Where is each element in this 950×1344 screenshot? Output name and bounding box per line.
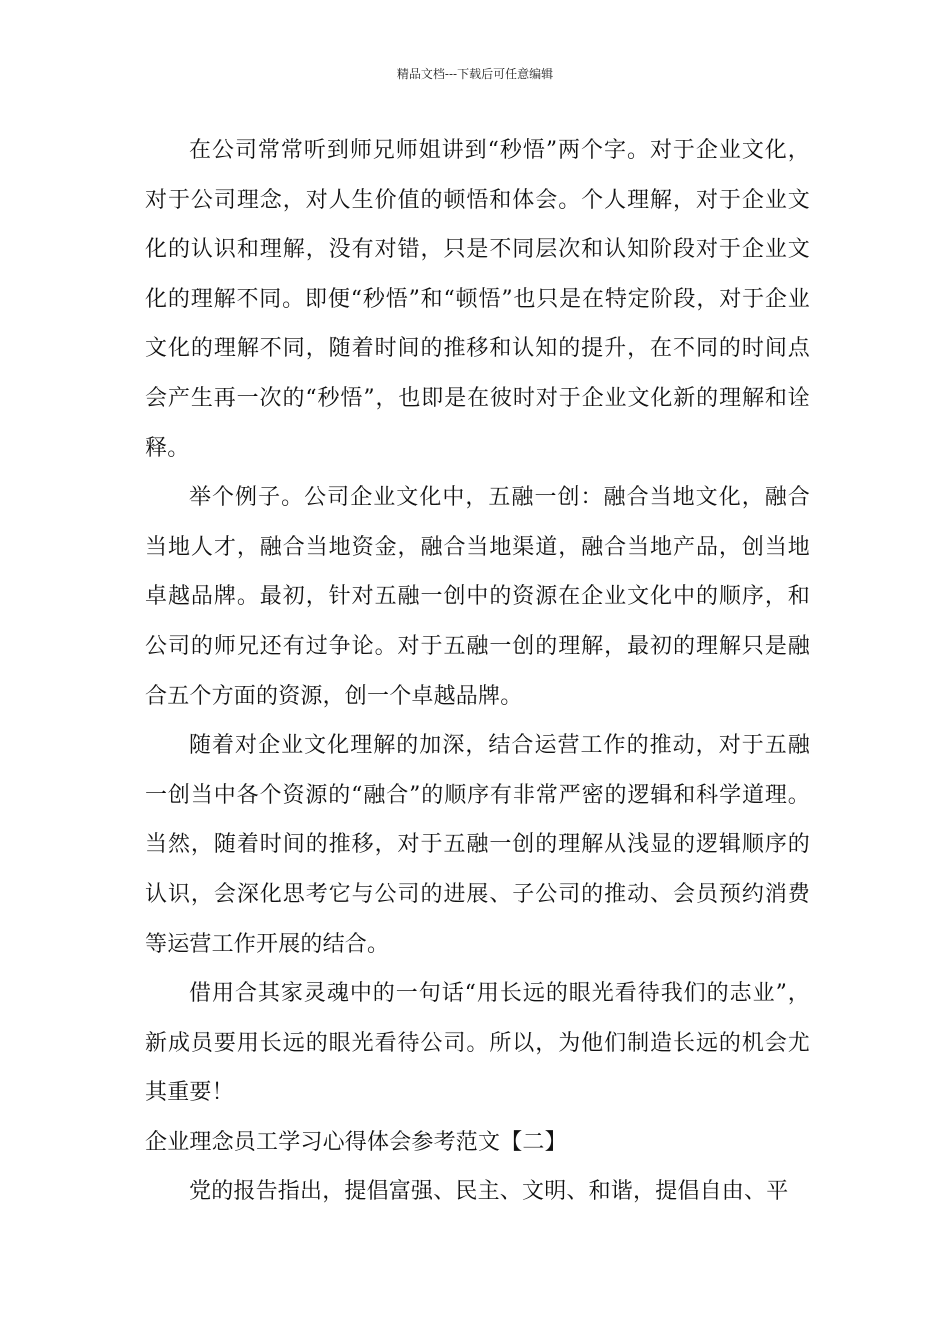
page-header: 精品文档---下载后可任意编辑: [396, 67, 554, 81]
paragraph-1: 在公司常常听到师兄师姐讲到“秒悟”两个字。对于企业文化，对于公司理念，对人生价值的顿悟和体会。个人理解，对于企业文化的认识和理解，没有对错，只是不同层次和认知阶段对于企业文化的理解不同。即便“秒悟”和“顿悟”也只是在特定阶段，对于企业文化的理解不同，随着时间的推移和认知的提升，在不同的时间点会产生再一次的“秒悟”，也即是在彼时对于企业文化新的理解和诠释。: [145, 138, 810, 461]
paragraph-5: 党的报告指出，提倡富强、民主、文明、和谐，提倡自由、平: [189, 1179, 789, 1205]
paragraph-3: 随着对企业文化理解的加深，结合运营工作的推动，对于五融一创当中各个资源的“融合”的顺序有非常严密的逻辑和科学道理。当然，随着时间的推移，对于五融一创的理解从浅显的逻辑顺序的认识，会深化思考它与公司的进展、子公司的推动、会员预约消费等运营工作开展的结合。: [145, 733, 810, 957]
document-body: [145, 126, 810, 1217]
paragraph-2: 举个例子。公司企业文化中，五融一创：融合当地文化，融合当地人才，融合当地资金，融合当地渠道，融合当地产品，创当地卓越品牌。最初，针对五融一创中的资源在企业文化中的顺序，和公司的师兄还有过争论。对于五融一创的理解，最初的理解只是融合五个方面的资源，创一个卓越品牌。: [145, 485, 810, 709]
paragraph-4: 借用合其家灵魂中的一句话“用长远的眼光看待我们的志业”，新成员要用长远的眼光看待公司。所以，为他们制造长远的机会尤其重要！: [145, 981, 810, 1106]
section-heading: 企业理念员工学习心得体会参考范文【二】: [145, 1129, 567, 1155]
